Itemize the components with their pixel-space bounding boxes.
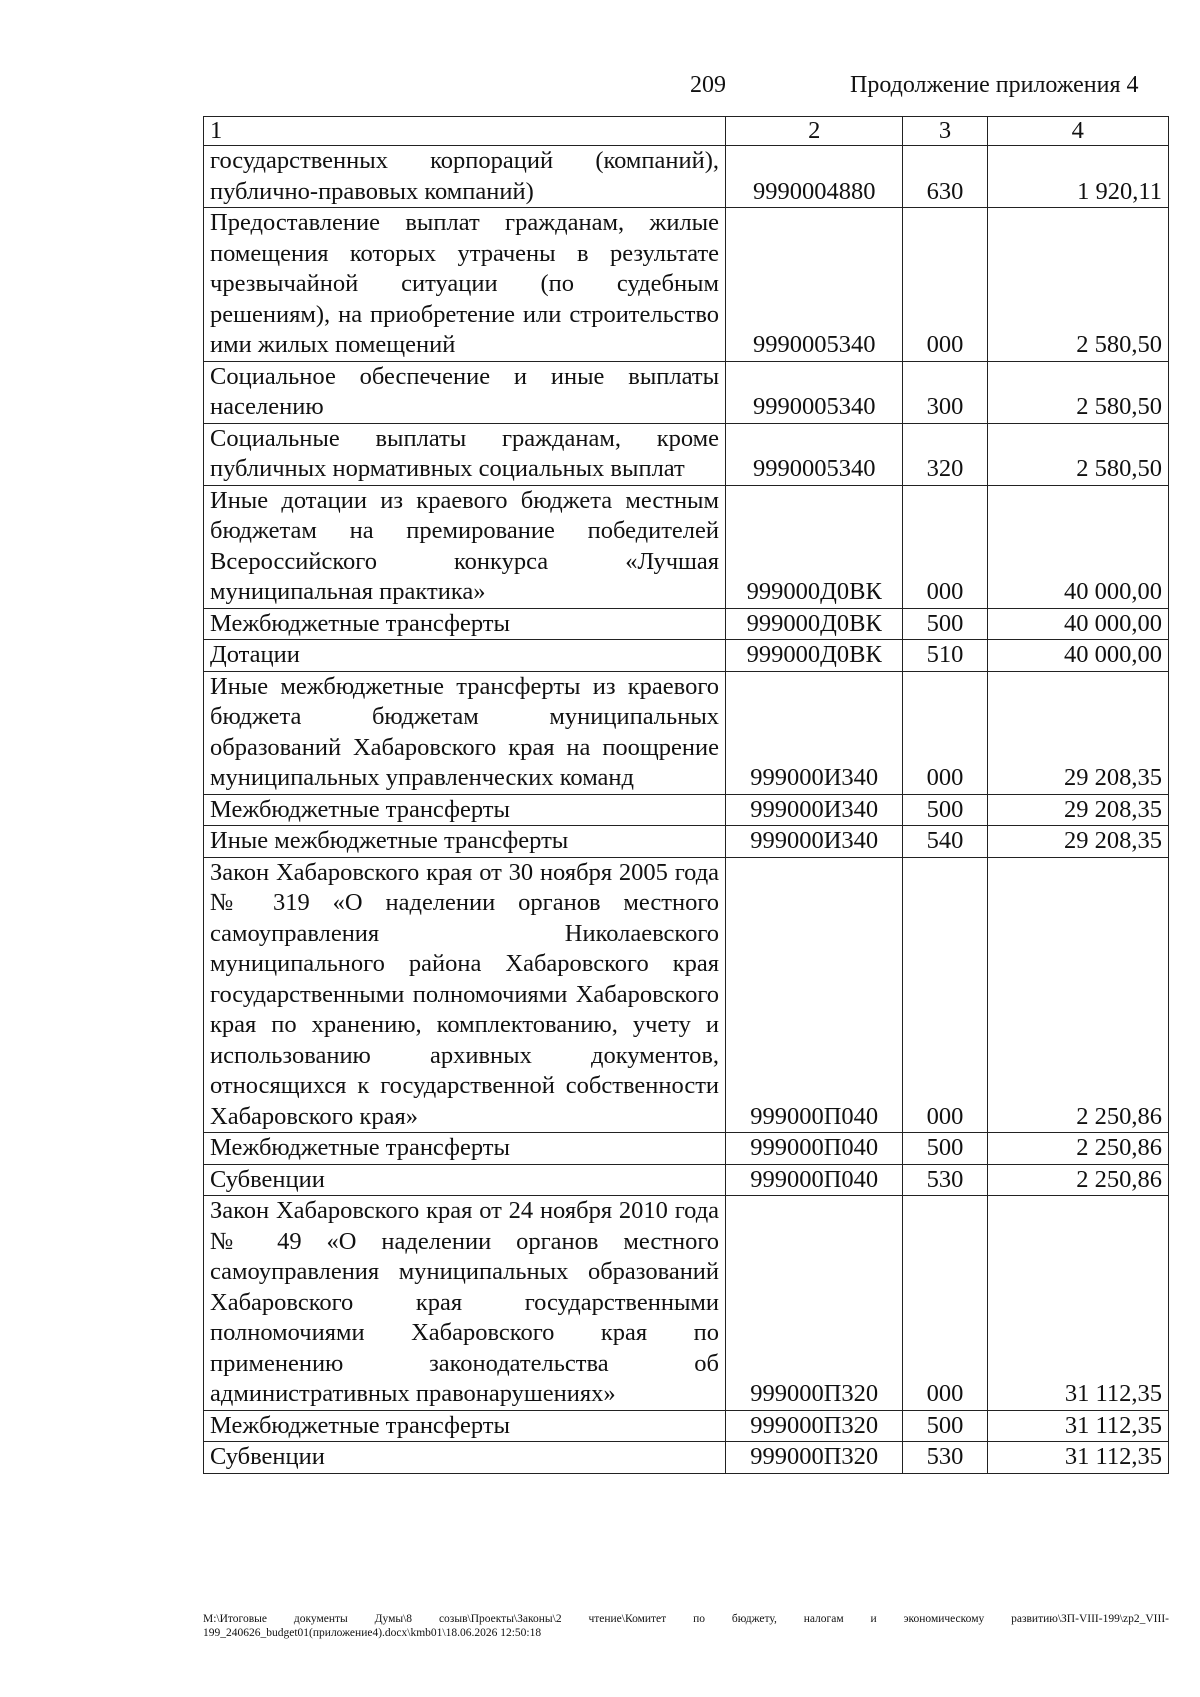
row-type-cell: 320 [903, 423, 987, 485]
row-type-cell: 630 [903, 146, 987, 208]
row-name-cell: Межбюджетные трансферты [204, 1410, 726, 1442]
row-type-cell: 530 [903, 1164, 987, 1196]
row-name-cell: Межбюджетные трансферты [204, 1133, 726, 1165]
row-code-cell: 9990004880 [726, 146, 903, 208]
row-type-cell: 500 [903, 608, 987, 640]
row-name-cell: Иные межбюджетные трансферты из краевого бюджета бюджетам муниципальных образований Хабаровского края на поощрение муниципальных управленческих команд [204, 671, 726, 794]
row-type-cell: 530 [903, 1442, 987, 1474]
table-row [204, 1410, 1169, 1442]
row-amount-cell: 31 112,35 [987, 1442, 1168, 1474]
row-amount-cell: 2 250,86 [987, 1133, 1168, 1165]
row-code-cell: 999000Д0ВК [726, 640, 903, 672]
row-code-cell: 999000Д0ВК [726, 485, 903, 608]
row-amount-cell: 40 000,00 [987, 640, 1168, 672]
row-amount-cell: 40 000,00 [987, 608, 1168, 640]
table-row [204, 208, 1169, 362]
column-header: 2 [726, 117, 903, 146]
row-code-cell: 999000И340 [726, 671, 903, 794]
table-row [204, 826, 1169, 858]
row-amount-cell: 29 208,35 [987, 671, 1168, 794]
row-code-cell: 999000П320 [726, 1442, 903, 1474]
row-code-cell: 9990005340 [726, 208, 903, 362]
row-amount-cell: 29 208,35 [987, 794, 1168, 826]
row-type-cell: 000 [903, 485, 987, 608]
row-type-cell: 500 [903, 794, 987, 826]
row-code-cell: 999000И340 [726, 826, 903, 858]
row-amount-cell: 29 208,35 [987, 826, 1168, 858]
table-row [204, 640, 1169, 672]
row-name-cell: Иные межбюджетные трансферты [204, 826, 726, 858]
table-row [204, 361, 1169, 423]
table-row [204, 1196, 1169, 1411]
row-name-cell: Субвенции [204, 1164, 726, 1196]
row-code-cell: 999000Д0ВК [726, 608, 903, 640]
row-type-cell: 000 [903, 208, 987, 362]
row-code-cell: 9990005340 [726, 361, 903, 423]
row-code-cell: 999000И340 [726, 794, 903, 826]
row-amount-cell: 2 250,86 [987, 1164, 1168, 1196]
row-type-cell: 540 [903, 826, 987, 858]
row-name-cell: Социальные выплаты гражданам, кроме публичных нормативных социальных выплат [204, 423, 726, 485]
row-type-cell: 510 [903, 640, 987, 672]
file-path-footer: M:\Итоговые документы Думы\8 созыв\Проекты\Законы\2 чтение\Комитет по бюджету, налогам и экономическому развитию\ЗП-VIII-199\zp2_VIII-199_240626_budget01(приложение4).docx\kmb01\18.06.2026 12:50:18 [203, 1613, 1169, 1639]
row-amount-cell: 1 920,11 [987, 146, 1168, 208]
row-type-cell: 000 [903, 857, 987, 1133]
row-name-cell: государственных корпораций (компаний), публично-правовых компаний) [204, 146, 726, 208]
row-type-cell: 300 [903, 361, 987, 423]
table-row [204, 857, 1169, 1133]
row-name-cell: Закон Хабаровского края от 30 ноября 2005 года № 319 «О наделении органов местного самоуправления Николаевского муниципального района Хабаровского края государственными полномочиями Хабаровского края по хранению, комплектованию, учету и использованию архивных документов, относящихся к государственной собственности Хабаровского края» [204, 857, 726, 1133]
row-type-cell: 000 [903, 671, 987, 794]
page-number: 209 [690, 72, 726, 98]
appendix-continuation-title: Продолжение приложения 4 [850, 72, 1139, 98]
table-row [204, 1164, 1169, 1196]
table-header-row [204, 117, 1169, 146]
row-amount-cell: 2 580,50 [987, 208, 1168, 362]
row-name-cell: Иные дотации из краевого бюджета местным бюджетам на премирование победителей Всероссийского конкурса «Лучшая муниципальная практика» [204, 485, 726, 608]
row-code-cell: 999000П040 [726, 857, 903, 1133]
row-type-cell: 500 [903, 1410, 987, 1442]
column-header: 1 [204, 117, 726, 146]
row-name-cell: Предоставление выплат гражданам, жилые помещения которых утрачены в результате чрезвычайной ситуации (по судебным решениям), на приобретение или строительство ими жилых помещений [204, 208, 726, 362]
table-row [204, 794, 1169, 826]
column-header: 3 [903, 117, 987, 146]
row-amount-cell: 2 580,50 [987, 423, 1168, 485]
row-code-cell: 999000П320 [726, 1410, 903, 1442]
budget-table [203, 116, 1169, 1474]
row-amount-cell: 2 580,50 [987, 361, 1168, 423]
row-code-cell: 999000П040 [726, 1133, 903, 1165]
table-row [204, 608, 1169, 640]
row-amount-cell: 2 250,86 [987, 857, 1168, 1133]
column-header: 4 [987, 117, 1168, 146]
row-code-cell: 9990005340 [726, 423, 903, 485]
row-code-cell: 999000П040 [726, 1164, 903, 1196]
table-row [204, 671, 1169, 794]
table-row [204, 146, 1169, 208]
table-row [204, 1442, 1169, 1474]
table-body [204, 146, 1169, 1474]
table-row [204, 423, 1169, 485]
table-row [204, 485, 1169, 608]
row-name-cell: Закон Хабаровского края от 24 ноября 2010 года № 49 «О наделении органов местного самоуправления муниципальных образований Хабаровского края государственными полномочиями Хабаровского края по применению законодательства об административных правонарушениях» [204, 1196, 726, 1411]
row-type-cell: 500 [903, 1133, 987, 1165]
row-amount-cell: 31 112,35 [987, 1196, 1168, 1411]
row-name-cell: Социальное обеспечение и иные выплаты населению [204, 361, 726, 423]
row-amount-cell: 40 000,00 [987, 485, 1168, 608]
row-name-cell: Межбюджетные трансферты [204, 794, 726, 826]
table-row [204, 1133, 1169, 1165]
row-amount-cell: 31 112,35 [987, 1410, 1168, 1442]
row-code-cell: 999000П320 [726, 1196, 903, 1411]
row-name-cell: Дотации [204, 640, 726, 672]
row-name-cell: Субвенции [204, 1442, 726, 1474]
row-name-cell: Межбюджетные трансферты [204, 608, 726, 640]
row-type-cell: 000 [903, 1196, 987, 1411]
